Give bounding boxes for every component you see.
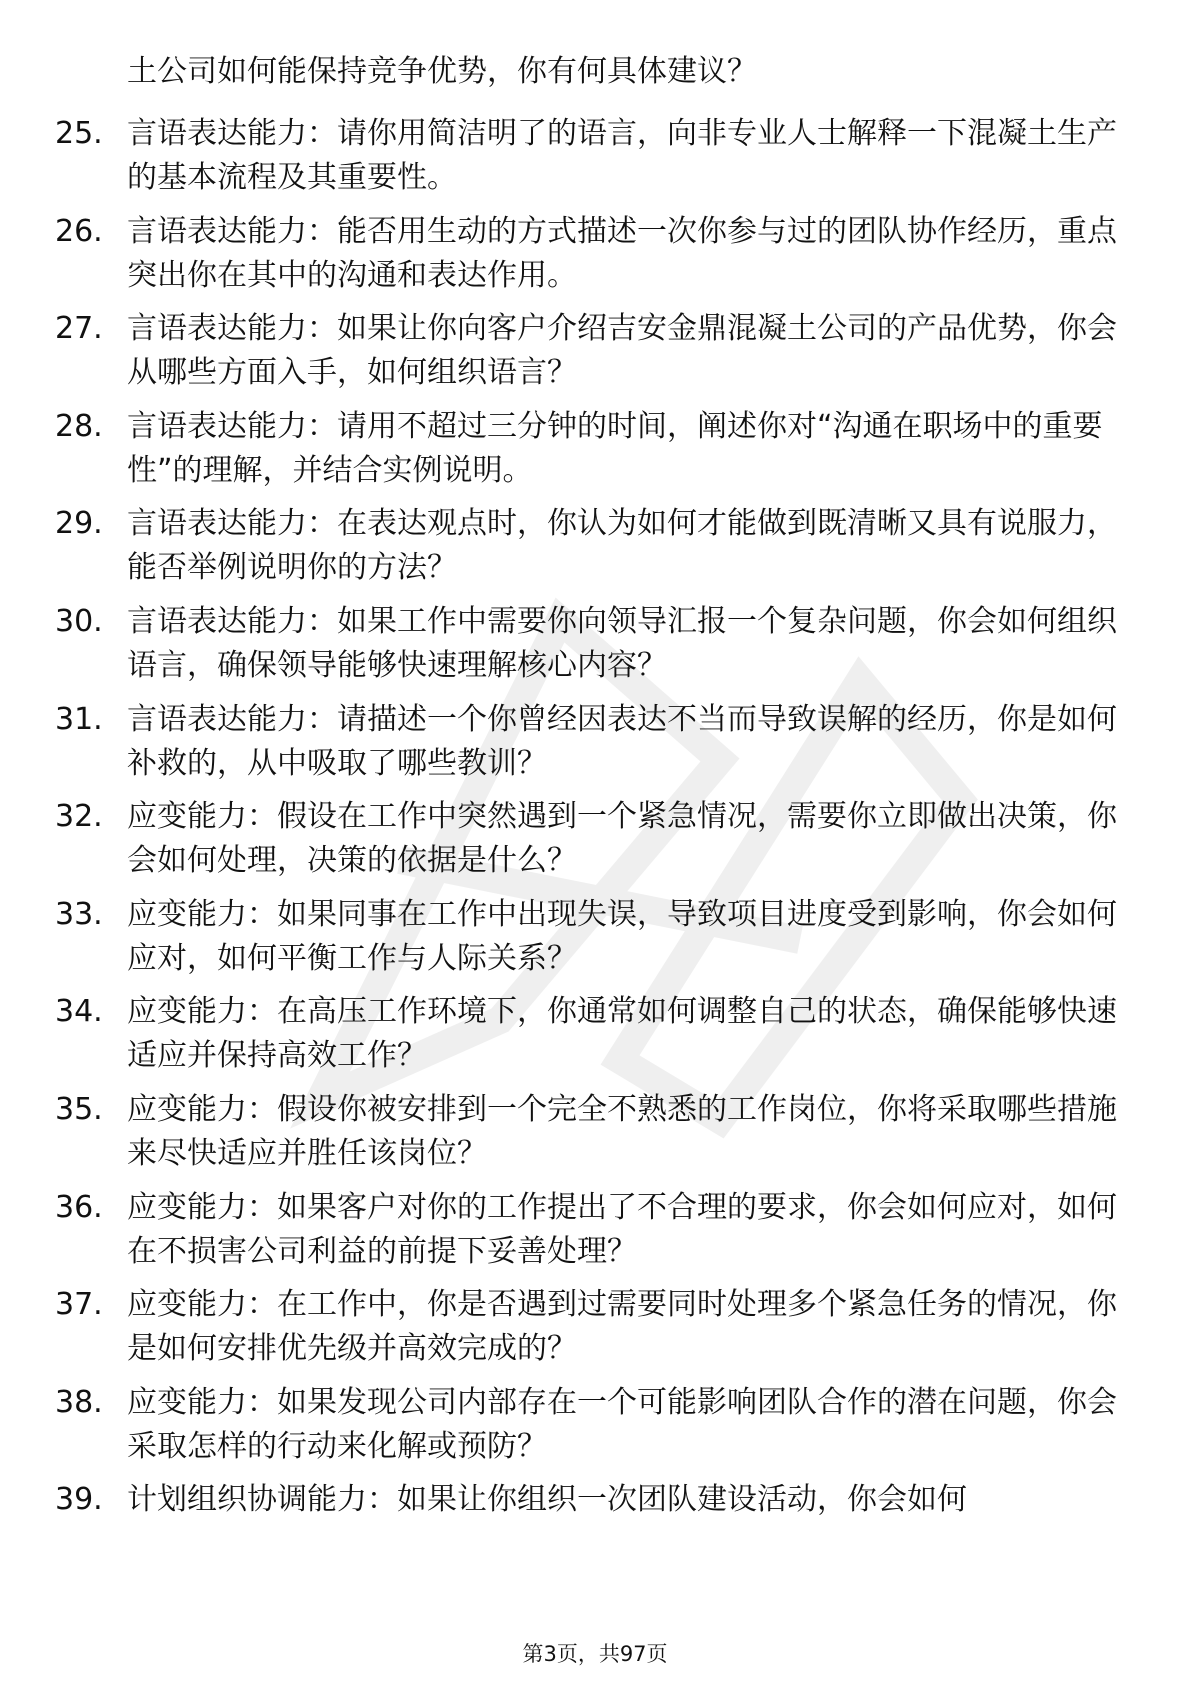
list-item [0,502,1190,600]
question-number: 36. [55,1189,103,1225]
question-number: 38. [55,1384,103,1420]
question-text: 计划组织协调能力：如果让你组织一次团队建设活动，你会如何 [127,1482,967,1518]
question-number: 34. [55,994,103,1030]
question-text: 应变能力：如果同事在工作中出现失误，导致项目进度受到影响，你会如何应对，如何平衡工作与人际关系？ [127,896,1117,976]
list-item [0,1283,1190,1381]
question-text: 言语表达能力：能否用生动的方式描述一次你参与过的团队协作经历，重点突出你在其中的沟通和表达作用。 [127,213,1117,293]
question-number: 31. [55,701,103,737]
continuation-text: 土公司如何能保持竞争优势，你有何具体建议？ [127,54,757,89]
question-number: 37. [55,1287,103,1323]
question-number: 32. [55,799,103,835]
list-item [0,698,1190,796]
list-item [0,893,1190,991]
question-text: 应变能力：假设在工作中突然遇到一个紧急情况，需要你立即做出决策，你会如何处理，决策的依据是什么？ [127,799,1117,879]
question-number: 35. [55,1091,103,1127]
list-item [0,405,1190,503]
list-item [0,210,1190,308]
list-item [0,1088,1190,1186]
question-number: 30. [55,603,103,639]
question-text: 言语表达能力：如果让你向客户介绍吉安金鼎混凝土公司的产品优势，你会从哪些方面入手，如何组织语言？ [127,311,1117,391]
list-item [0,795,1190,893]
question-text: 应变能力：在高压工作环境下，你通常如何调整自己的状态，确保能够快速适应并保持高效工作？ [127,994,1117,1074]
question-text: 应变能力：在工作中，你是否遇到过需要同时处理多个紧急任务的情况，你是如何安排优先级并高效完成的？ [127,1287,1117,1367]
question-number: 39. [55,1482,103,1518]
question-number: 28. [55,408,103,444]
question-text: 应变能力：假设你被安排到一个完全不熟悉的工作岗位，你将采取哪些措施来尽快适应并胜任该岗位？ [127,1091,1117,1171]
question-number: 29. [55,506,103,542]
question-text: 应变能力：如果发现公司内部存在一个可能影响团队合作的潜在问题，你会采取怎样的行动来化解或预防？ [127,1384,1117,1464]
question-text: 应变能力：如果客户对你的工作提出了不合理的要求，你会如何应对，如何在不损害公司利益的前提下妥善处理？ [127,1189,1117,1269]
question-number: 26. [55,213,103,249]
list-item [0,600,1190,698]
question-text: 言语表达能力：请你用简洁明了的语言，向非专业人士解释一下混凝土生产的基本流程及其重要性。 [127,116,1117,195]
question-list [0,112,1190,1576]
question-number: 27. [55,311,103,347]
question-text: 言语表达能力：请用不超过三分钟的时间，阐述你对“沟通在职场中的重要性”的理解，并结合实例说明。 [127,408,1103,488]
question-number: 33. [55,896,103,932]
question-text: 言语表达能力：在表达观点时，你认为如何才能做到既清晰又具有说服力，能否举例说明你的方法？ [127,506,1117,586]
question-number: 25. [55,116,103,151]
list-item [0,1478,1190,1576]
list-item [0,1186,1190,1284]
question-text: 言语表达能力：如果工作中需要你向领导汇报一个复杂问题，你会如何组织语言，确保领导能够快速理解核心内容？ [127,603,1117,683]
list-item [0,307,1190,405]
list-item [0,990,1190,1088]
page-number-footer: 第3页，共97页 [522,1642,668,1666]
list-item [0,112,1190,210]
list-item [0,1381,1190,1479]
question-text: 言语表达能力：请描述一个你曾经因表达不当而导致误解的经历，你是如何补救的，从中吸取了哪些教训？ [127,701,1117,781]
